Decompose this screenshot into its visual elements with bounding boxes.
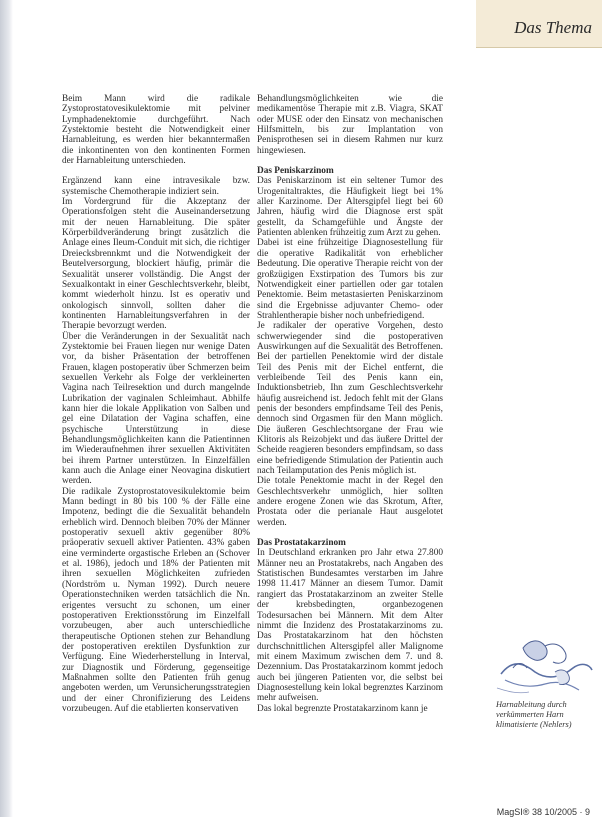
urinary-diversion-illustration <box>495 628 595 698</box>
paragraph: Das lokal begrenzte Prostatakarzinom kann je <box>257 703 428 714</box>
paragraph: Über die Veränderungen in der Sexualität nach Zystektomie bei Frauen liegen nur wenige Daten vor, da bisher Präsentation der betroffenen Frauen, klagen postoperativ über Schmerzen beim sexuellen Verkehr als Folge der verkleinerten Vagina nach Teilresektion und durch mangelnde Lubrikation der vaginalen Schleimhaut. Abhilfe kann hier die lokale Applikation von Salben und gel eine Dilatation der Vagina schaffen, eine psychische Unterstützung in diese Behandlungsmöglichkeiten kann die Patientinnen im Wiederaufnehmen ihrer sexuellen Aktivitäten bei ihrem Partner unterstützen. In Einzelfällen kann auch die Anlage einer Neovagina diskutiert werden. <box>62 331 250 487</box>
footer-page-info: MagSI® 38 10/2005 · 9 <box>496 807 590 817</box>
text-column-left <box>62 94 250 714</box>
text-column-right <box>257 94 443 714</box>
section-header <box>476 0 602 48</box>
paragraph: Behandlungsmöglichkeiten wie die medikamentöse Therapie mit z.B. Viagra, SKAT oder MUSE oder den Einsatz von mechanischen Hilfsmitteln, bis zur Implantation von Penisprothesen sei in diesem Rahmen nur kurz hingewiesen. <box>257 94 443 156</box>
page-edge-shadow <box>0 0 13 817</box>
paragraph: Dabei ist eine frühzeitige Diagnosestellung für die operative Radikalität von erheblicher Bedeutung. Die operative Therapie reicht von der großzügigen Exstirpation des Tumors bis zur Notwendigkeit einer partiellen oder gar totalen Penektomie. Beim metastasierten Peniskarzinom sind die Ergebnisse adjuvanter Chemo- oder Strahlentherapie bisher noch unbefriedigend. <box>257 238 443 321</box>
paragraph: Beim Mann wird die radikale Zystoprostatovesikulektomie mit pelviner Lymphadenektomie durchgeführt. Nach Zystektomie besteht die Notwendigkeit einer Harnableitung, es werden hier bekanntermaßen die inkontinenten von den kontinenten Formen der Harnableitung unterschieden. <box>62 94 250 167</box>
section-heading: Das Peniskarzinom <box>257 166 334 177</box>
paragraph: Im Vordergrund für die Akzeptanz der Operationsfolgen steht die Auseinandersetzung mit der neuen Harnableitung. Die später Körperbildveränderung bringt zusätzlich die Anlage eines Ileum-Conduit mit sich, die richtiger Dreiecksbrennkmt und die Notwendigkeit der Beutelversorgung, blockiert häufig, primär die Sexualität unserer vollständig. Die Angst der Sexualkontakt in einer Geschlechtsverkehr, bleibt, kommt wiederholt hinzu. Ist es operativ und onkologisch sinnvoll, sollten daher die kontinenten Harnableitungsverfahren in der Therapie bevorzugt werden. <box>62 197 250 332</box>
paragraph: Je radikaler der operative Vorgehen, desto schwerwiegender sind die postoperativen Auswirkungen auf die Sexualität des Betroffenen. Bei der partiellen Penektomie wird der distale Teil des Penis mit der Eichel entfernt, die verbleibende Teil des Penis kann ein, Induktionsbetrieb, Ihn zum Geschlechtsverkehr häufig ausreichend ist. Jedoch fehlt mit der Glans penis der besonders empfindsame Teil des Penis, dennoch sind Orgasmen für den Mann möglich. Die äußeren Geschlechtsorgane der Frau wie Klitoris als Reizobjekt und das äußere Drittel der Scheide reagieren besonders empfindsam, so dass eine befriedigende Stimulation der Patientin auch nach Teilamputation des Penis möglich ist. <box>257 321 443 477</box>
paragraph: In Deutschland erkranken pro Jahr etwa 27.800 Männer neu an Prostatakrebs, nach Angaben des Statistischen Bundesamtes verstarben im Jahre 1998 11.417 Männer an diesem Tumor. Damit rangiert das Prostatakarzinom an zweiter Stelle der krebsbedingten, organbezogenen Todesursachen bei Männern. Mit dem Alter nimmt die Inzidenz des Prostatakarzinoms zu. Das Prostatakarzinom hat den höchsten durchschnittlichen Altersgipfel aller Malignome mit einem Maximum zwischen dem 7. und 8. Dezennium. Das Prostatakarzinom kommt jedoch auch bei jüngeren Patienten vor, die selbst bei Diagnosestellung kein lokal begrenztes Karzinom mehr aufweisen. <box>257 548 443 704</box>
page-footer <box>0 808 602 817</box>
paragraph: Ergänzend kann eine intravesikale bzw. systemische Chemotherapie indiziert sein. <box>62 176 250 197</box>
section-title: Das Thema <box>514 18 592 37</box>
paragraph: Die totale Penektomie macht in der Regel den Geschlechtsverkehr unmöglich, hier sollten andere erogene Zonen wie das Skrotum, After, Prostata oder die perianale Haut ausgelotet werden. <box>257 476 443 528</box>
paragraph: Das Peniskarzinom ist ein seltener Tumor des Urogenitaltraktes, die Häufigkeit liegt bei 1% aller Karzinome. Der Altersgipfel liegt bei 60 Jahren, häufig wird die Diagnose erst spät gestellt, da Schamgefühle und Ängste der Patienten ablenken frühzeitig zum Arzt zu gehen. <box>257 176 443 239</box>
figure-caption: Harnableitung durch verkümmerten Harn klimatisierte (Nehlers) <box>496 700 572 729</box>
section-heading: Das Prostatakarzinom <box>257 538 346 549</box>
header-divider <box>476 47 602 48</box>
paragraph: Die radikale Zystoprostatovesikulektomie beim Mann bedingt in 80 bis 100 % der Fälle eine Impotenz, bedingt die die Sexualität behandeln erheblich wird. Dennoch bleiben 70% der Männer postoperativ sexuell aktiv gegenüber 80% präoperativ sexuell aktiver Patienten. 43% gaben eine verminderte orgastische Erleben an (Schover et al. 1986), jedoch und 18% der Patienten mit ihren sexuellen Möglichkeiten zufrieden (Nordström u. Nyman 1992). Durch neuere Operationstechniken werden tatsächlich die Nn. erigentes versucht zu schonen, um einer postoperativen Erektionsstörung im Einzelfall vorzubeugen, aber auch unterschiedliche therapeutische Optionen stehen zur Behandlung der postoperativen erektilen Dysfunktion zur Verfügung. Eine Wiederherstellung in Interval, zur Diagnostik und Förderung, gegenseitige Maßnahmen sollte den Patienten früh genug angeboten werden, um Verunsicherungsstrategien und der einer Chronifizierung des Leidens vorzubeugen. Auf die etablierten konservativen <box>62 486 250 714</box>
